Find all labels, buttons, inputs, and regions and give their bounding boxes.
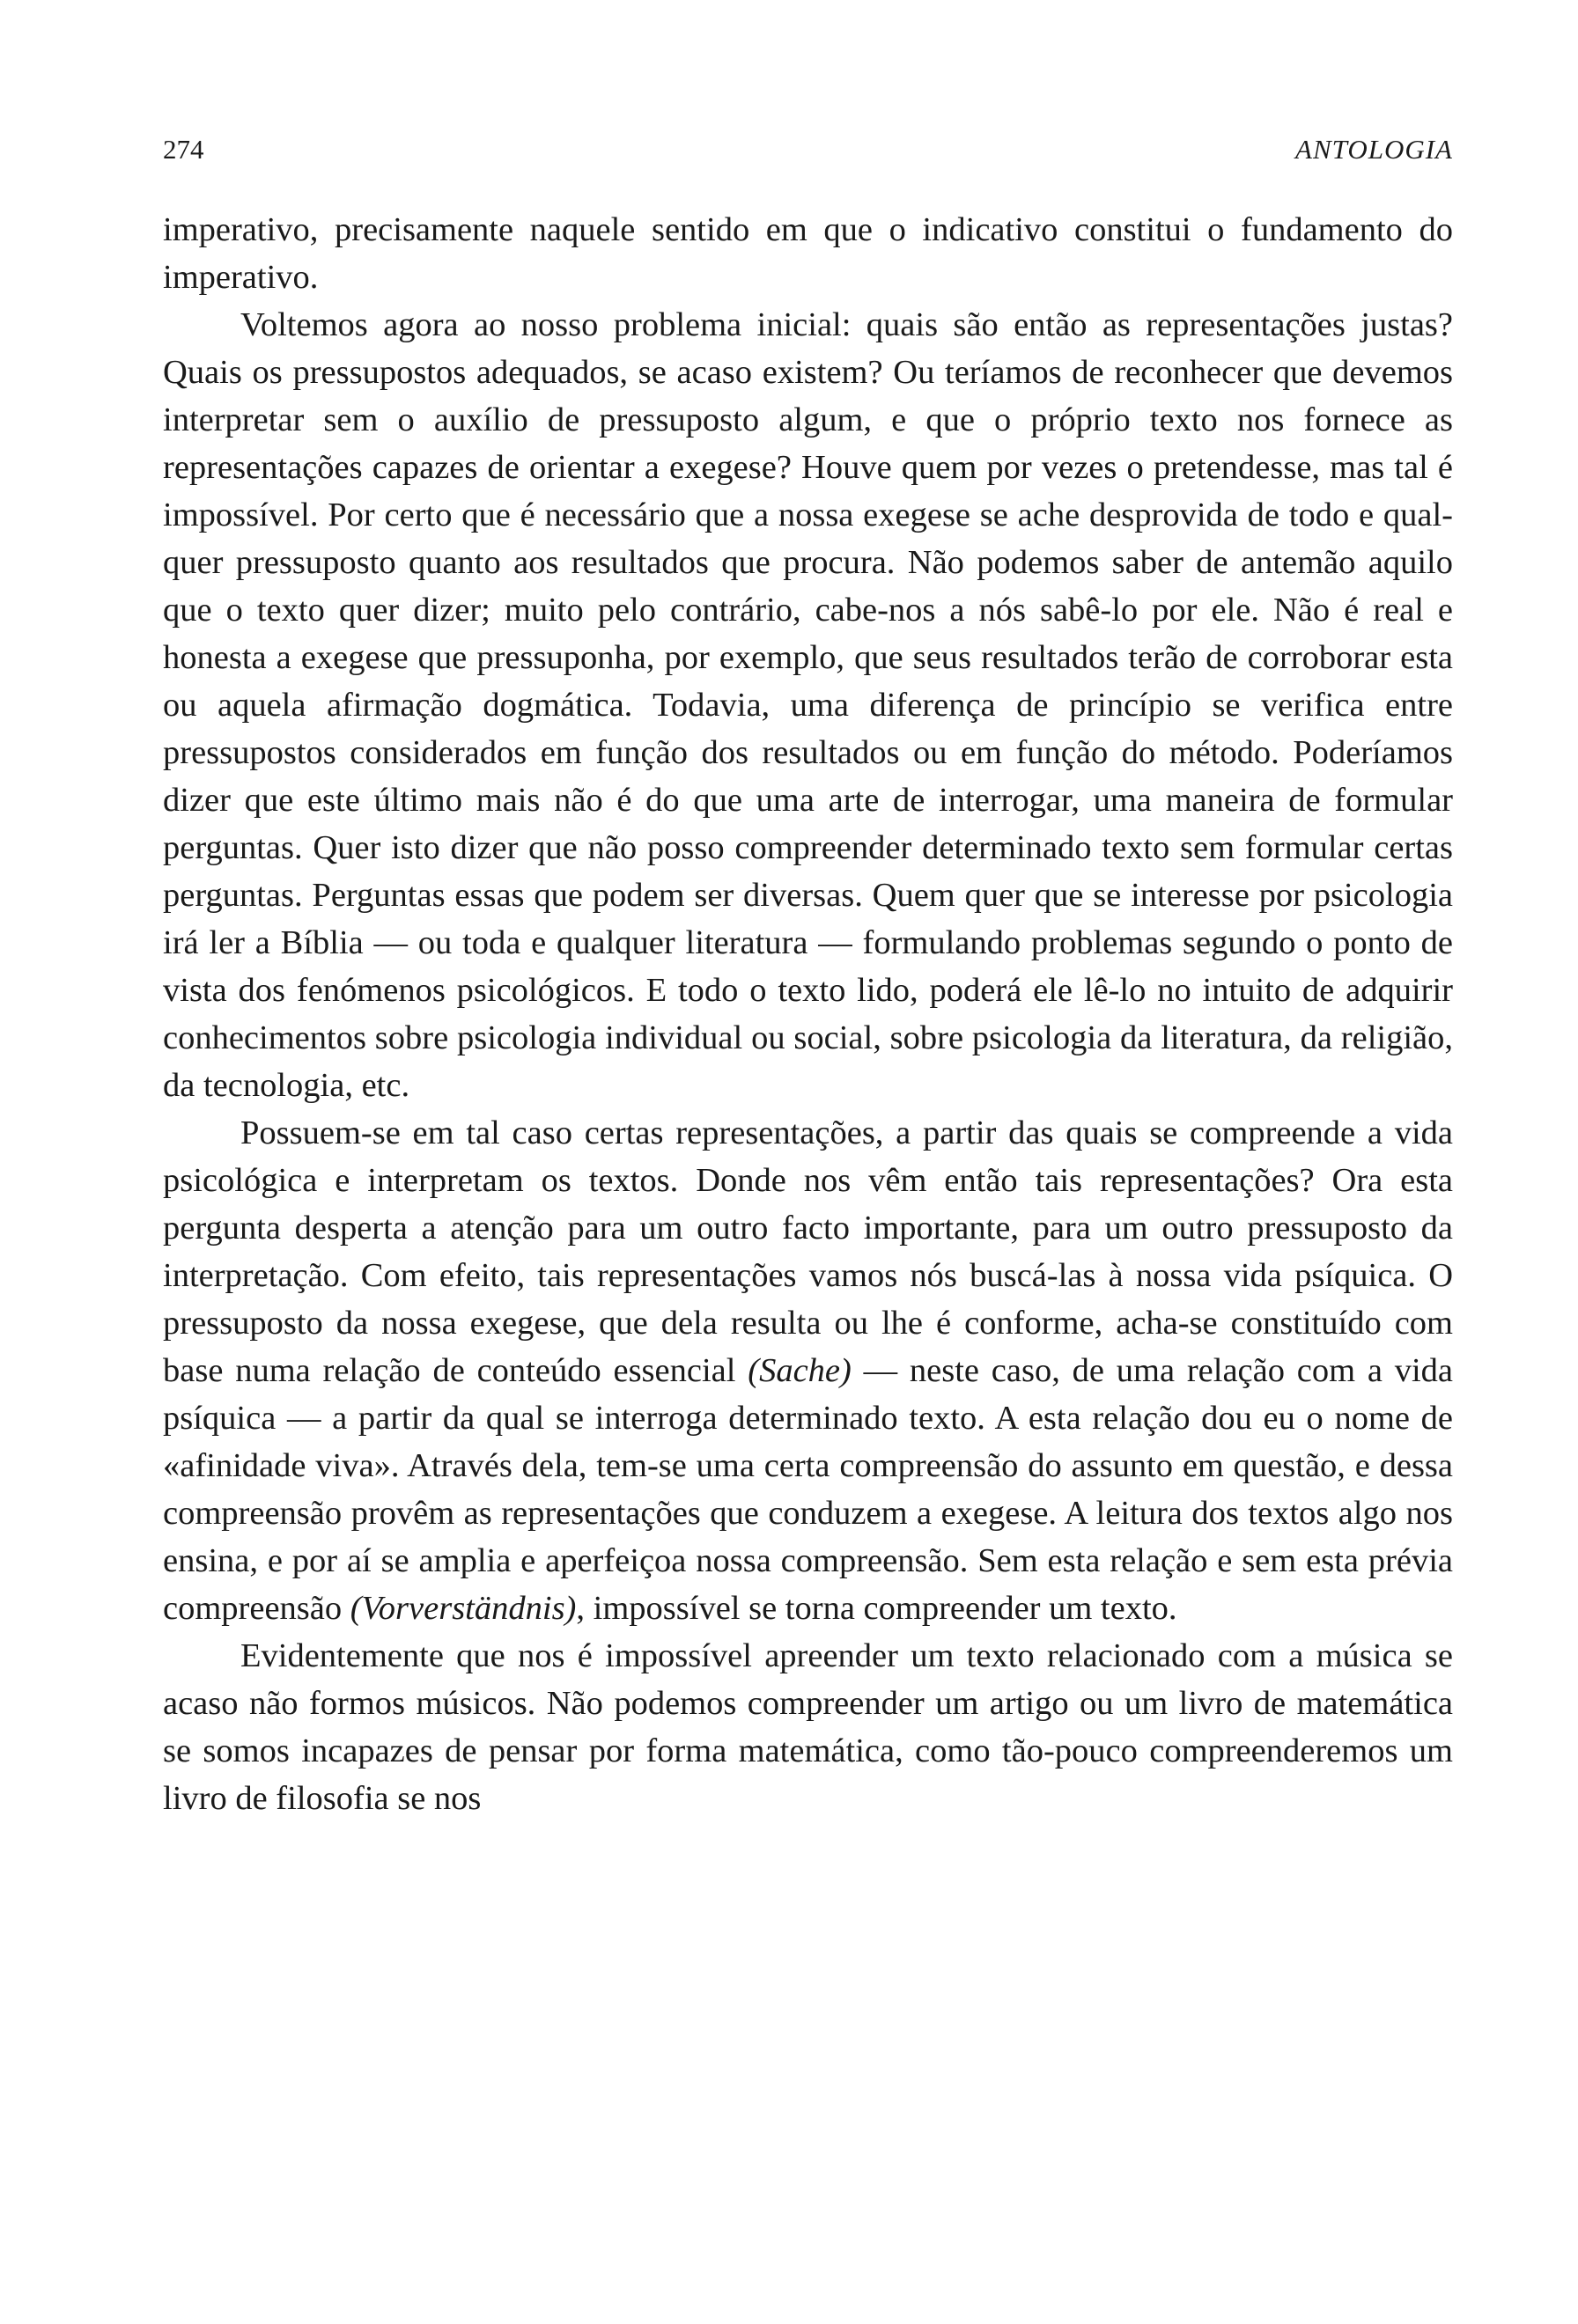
book-page [163,132,1453,1822]
paragraph-1: imperativo, precisamente naquele sentido em que o indicativo constitui o fundamento do imperativo. [163,211,1453,296]
page-number: 274 [163,134,204,165]
term-vorverstandnis: (Vorverständnis) [350,1590,577,1627]
term-sache: (Sache) [748,1352,852,1389]
paragraph-3-part-3: , impossível se torna compreender um texto. [576,1590,1177,1627]
paragraph-4: Evidentemente que nos é impossível apreender um texto relacionado com a música se acaso não formos músicos. Não podemos compreender um artigo ou um livro de matemática se somos incapazes de pensar por forma matemática, como tão-pouco compreenderemos um livro de filosofia se nos [163,1637,1453,1817]
running-title: ANTOLOGIA [1295,134,1453,165]
paragraph-3-part-1: Possuem-se em tal caso certas representações, a partir das quais se compreende a vida psicológica e interpretam os textos. Donde nos vêm então tais representações? Ora esta pergunta desperta a atenção para um outro facto importante, para um outro pressuposto da interpretação. Com efeito, tais representações vamos nós buscá-las à nossa vida psíquica. O pressuposto da nossa exegese, que dela resulta ou lhe é conforme, acha-se constituído com base numa relação de conteúdo essencial [163,1114,1453,1389]
body-text [163,206,1453,1822]
paragraph-2: Voltemos agora ao nosso problema inicial: quais são então as representações justas? Quais os pressupostos adequados, se acaso existem? Ou teríamos de reconhecer que devemos interpretar sem o auxílio de pressuposto algum, e que o próprio texto nos fornece as representações capazes de orientar a exegese? Houve quem por vezes o pretendesse, mas tal é impossível. Por certo que é necessário que a nossa exegese se ache desprovida de todo e qualquer pressuposto quanto aos resultados que procura. Não podemos saber de antemão aquilo que o texto quer dizer; muito pelo contrário, cabe-nos a nós sabê-lo por ele. Não é real e honesta a exegese que pressuponha, por exemplo, que seus resultados terão de corroborar esta ou aquela afirmação dogmática. Todavia, uma diferença de princípio se verifica entre pressupostos considerados em função dos resultados ou em função do método. Poderíamos dizer que este último mais não é do que uma arte de interrogar, uma maneira de formular perguntas. Quer isto dizer que não posso compreender determinado texto sem formular certas perguntas. Perguntas essas que podem ser diversas. Quem quer que se interesse por psicologia irá ler a Bíblia — ou toda e qualquer literatura — formulando problemas segundo o ponto de vista dos fenómenos psicológicos. E todo o texto lido, poderá ele lê-lo no intuito de adquirir conhecimentos sobre psicologia individual ou social, sobre psicologia da literatura, da religião, da tecnologia, etc. [163,306,1453,1104]
paragraph-3-part-2: — neste caso, de uma relação com a vida psíquica — a partir da qual se interroga determinado texto. A esta relação dou eu o nome de «afinidade viva». Através dela, tem-se uma certa compreensão do assunto em questão, e dessa compreensão provêm as representações que conduzem a exegese. A leitura dos textos algo nos ensina, e por aí se amplia e aperfeiçoa nossa compreensão. Sem esta relação e sem esta prévia compreensão [163,1352,1453,1627]
running-head [163,132,1453,167]
paragraph-3 [163,1109,1453,1632]
